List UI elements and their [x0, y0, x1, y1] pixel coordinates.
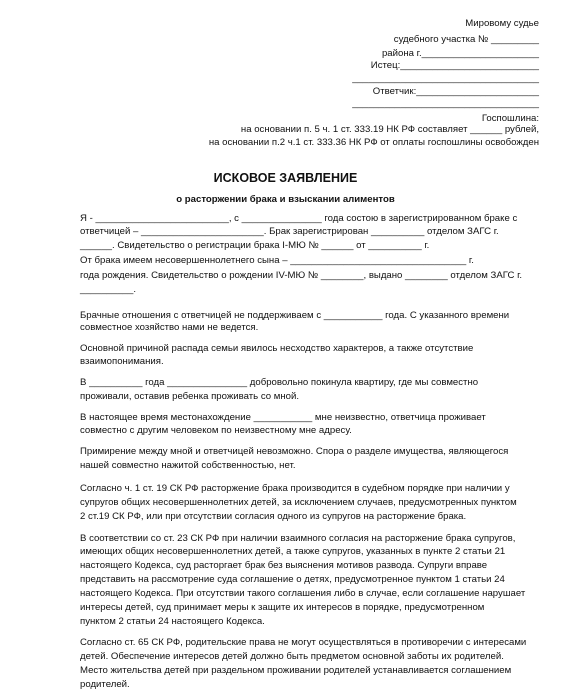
body-line: В __________ года _______________ добровольно покинула квартиру, где мы совместно — [80, 377, 479, 388]
body-line: 2 ст.19 СК РФ, или при отсутствии согласия одного из супругов на расторжение брака. — [80, 511, 467, 522]
body-line: интересы детей, суд принимает меры к защите их интересов в порядке, предусмотренном — [80, 602, 485, 613]
document-subtitle: о расторжении брака и взыскании алиментов — [176, 194, 395, 205]
document-title: ИСКОВОЕ ЗАЯВЛЕНИЕ — [213, 171, 358, 185]
body-line: родителей. — [80, 679, 130, 690]
body-line: представить на рассмотрение суда соглашение о детях, предусмотренное пунктом 1 статьи 24 — [80, 574, 505, 585]
body-line: настоящего Кодекса. При отсутствии такого соглашения либо в случае, если соглашение нарушает — [80, 588, 526, 599]
header-fee-amount: на основании п. 5 ч. 1 ст. 333.19 НК РФ составляет ______ рублей, — [240, 124, 539, 135]
header-recipient: Мировому судье — [465, 18, 539, 29]
body-line: Согласно ст. 65 СК РФ, родительские права не могут осуществляться в противоречии с интересами — [80, 637, 527, 648]
body-line: В соответствии со ст. 23 СК РФ при наличии взаимного согласия на расторжение брака супругов, — [80, 533, 516, 544]
body-line: Согласно ч. 1 ст. 19 СК РФ расторжение брака производится в судебном порядке при наличии у — [80, 483, 510, 494]
header-fee-label: Госпошлина: — [481, 113, 539, 124]
body-line: Примирение между мной и ответчицей невозможно. Спора о разделе имущества, являющегося — [80, 446, 509, 457]
header-defendant-line: ___________________________________ — [352, 98, 539, 109]
body-line: совместное хозяйство нами не ведется. — [80, 322, 259, 333]
body-line: ______. Свидетельство о регистрации брака I-МЮ № ______ от __________ г. — [80, 240, 430, 251]
header-plaintiff-line: ___________________________________ — [352, 73, 539, 84]
body-line: пунктом 2 статьи 24 настоящего Кодекса. — [80, 616, 265, 627]
body-line: настоящего Кодекса, суд расторгает брак без выяснения мотивов развода. Супруги вправе — [80, 560, 488, 571]
body-line: От брака имеем несовершеннолетнего сына – _________________________________ г. — [80, 255, 474, 266]
body-line: Брачные отношения с ответчицей не поддерживаем с ___________ года. С указанного времени — [80, 310, 510, 321]
header-plaintiff: Истец:__________________________ — [370, 60, 539, 71]
body-line: ответчицей – _______________________. Брак зарегистрирован __________ отделом ЗАГС г. — [80, 226, 499, 237]
body-line: В настоящее время местонахождение ___________ мне неизвестно, ответчица проживает — [80, 412, 486, 423]
body-line: Место жительства детей при раздельном проживании родителей устанавливается соглашением — [80, 665, 512, 676]
body-line: детей. Обеспечение интересов детей должно быть предметом основной заботы их родителей. — [80, 651, 504, 662]
body-line: года рождения. Свидетельство о рождении IV-МЮ № ________, выдано ________ отделом ЗАГС г. — [80, 270, 523, 281]
body-line: проживали, оставив ребенка проживать со мной. — [80, 391, 299, 402]
body-line: __________. — [80, 284, 137, 295]
body-line: Я - _________________________, с _______________ года состою в зарегистрированном браке с — [80, 213, 518, 224]
body-line: нашей совместно нажитой собственностью, нет. — [80, 460, 296, 471]
body-line: имеющих общих несовершеннолетних детей, а также супругов, указанных в пункте 2 статьи 21 — [80, 546, 506, 557]
header-fee-exempt: на основании п.2 ч.1 ст. 333.36 НК РФ от оплаты госпошлины освобожден — [208, 137, 539, 148]
body-line: Основной причиной распада семьи явилось несходство характеров, а также отсутствие — [80, 343, 474, 354]
header-defendant: Ответчик:_______________________ — [372, 86, 539, 97]
body-line: супругов общих несовершеннолетних детей, за исключением случаев, предусмотренных пунктом — [80, 497, 517, 508]
header-city: района г.______________________ — [381, 48, 539, 59]
header-court-section: судебного участка № _________ — [393, 34, 539, 45]
body-line: совместно с другим человеком по неизвестному мне адресу. — [80, 425, 352, 436]
body-line: взаимопонимания. — [80, 356, 164, 367]
